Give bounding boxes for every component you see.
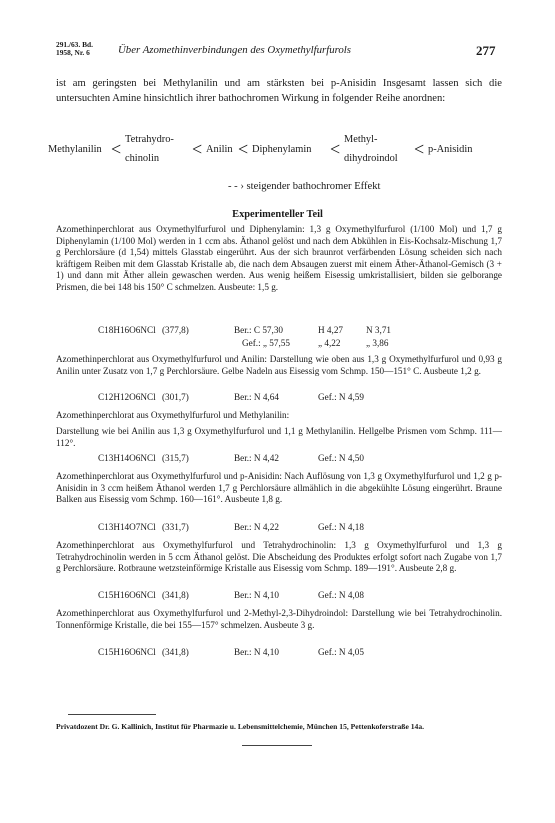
series-anilin: Anilin bbox=[206, 144, 233, 155]
amine-series bbox=[48, 130, 508, 174]
section-heading: Experimenteller Teil bbox=[232, 209, 323, 220]
analysis-mw: (301,7) bbox=[162, 392, 189, 402]
author-footnote: Privatdozent Dr. G. Kallinich, Institut für Pharmazie u. Lebensmittelchemie, München 15, Pettenkoferstraße 14a. bbox=[56, 722, 425, 731]
analysis-calc-n: N 3,71 bbox=[366, 325, 392, 335]
series-diphenylamin: Diphenylamin bbox=[252, 144, 312, 155]
analysis-mw: (341,8) bbox=[162, 647, 189, 657]
paragraph-tetrahydrochinolin: Azomethinperchlorat aus Oxymethylfurfurol und Tetrahydrochinolin: 1,3 g Oxymethylfurfurol und 1,3 g Tetrahydrochinolin werden in 5 ccm Äthanol gelöst. Die Abscheidung des Produktes erfolgt sofort nach Zugabe von 1,7 g Perchlorsäure. Rotbraune wetzsteinförmige Kristalle aus Eisessig vom Schmp. 189—191°. Ausbeute 2,8 g. bbox=[56, 540, 502, 574]
analysis-mw: (315,7) bbox=[162, 453, 189, 463]
series-lt: < bbox=[238, 139, 249, 159]
effect-note bbox=[228, 181, 380, 192]
series-methylanilin: Methylanilin bbox=[48, 144, 102, 155]
page-number: 277 bbox=[476, 43, 496, 58]
intro-paragraph: ist am geringsten bei Methylanilin und am stärksten bei p-Anisidin Insgesamt lassen sich die untersuchten Amine hinsichtlich ihrer bathochromen Wirkung in folgender Reihe anordnen: bbox=[56, 78, 502, 104]
analysis-found: Gef.: N 4,08 bbox=[318, 590, 364, 600]
analysis-calc: Ber.: C 57,30 bbox=[234, 325, 284, 335]
end-divider bbox=[242, 745, 312, 746]
series-methyl-top: Methyl- bbox=[344, 134, 378, 145]
series-methyl-bottom: dihydroindol bbox=[344, 153, 398, 164]
analysis-found-h: „ 4,22 bbox=[318, 338, 341, 348]
footnote-divider bbox=[68, 714, 156, 715]
analysis-found-n: „ 3,86 bbox=[366, 338, 389, 348]
analysis-formula: C13H14O7NCl bbox=[98, 522, 156, 532]
series-anisidin: p-Anisidin bbox=[428, 144, 473, 155]
analysis-found: Gef.: „ 57,55 bbox=[242, 338, 290, 348]
analysis-formula: C15H16O6NCl bbox=[98, 647, 156, 657]
analysis-mw: (331,7) bbox=[162, 522, 189, 532]
analysis-found: Gef.: N 4,50 bbox=[318, 453, 364, 463]
series-lt: < bbox=[330, 139, 341, 159]
analysis-formula: C12H12O6NCl bbox=[98, 392, 156, 402]
paragraph-dihydroindol: Azomethinperchlorat aus Oxymethylfurfurol und 2-Methyl-2,3-Dihydroindol: Darstellung wie bei Tetrahydrochinolin. Tonnenförmige Kristalle, die bei 155—157° schmelzen. Ausbeute 3 g. bbox=[56, 608, 502, 630]
analysis-found: Gef.: N 4,59 bbox=[318, 392, 364, 402]
paragraph-anisidin: Azomethinperchlorat aus Oxymethylfurfurol und p-Anisidin: Nach Auflösung von 1,3 g Oxymethylfurfurol und 1,2 g p-Anisidin in 3 ccm heißem Äthanol werden 1,7 g Perchlorsäure allmählich in die abgekühlte Lösung eingerührt. Braune Balken aus Eisessig vom Schmp. 160—161°. Ausbeute 1,8 g. bbox=[56, 471, 502, 505]
series-tetrahydro-top: Tetrahydro- bbox=[125, 134, 174, 145]
analysis-formula: C13H14O6NCl bbox=[98, 453, 156, 463]
paragraph-methylanilin: Darstellung wie bei Anilin aus 1,3 g Oxymethylfurfurol und 1,1 g Methylanilin. Hellgelbe Prismen vom Schmp. 111—112°. bbox=[56, 426, 502, 448]
paragraph-methylanilin-title: Azomethinperchlorat aus Oxymethylfurfurol und Methylanilin: bbox=[56, 410, 290, 420]
arrow-icon: - - › bbox=[228, 181, 244, 192]
running-title: Über Azomethinverbindungen des Oxymethylfurfurols bbox=[118, 44, 351, 56]
analysis-formula: C18H16O6NCl bbox=[98, 325, 156, 335]
analysis-calc: Ber.: N 4,10 bbox=[234, 590, 279, 600]
analysis-calc: Ber.: N 4,64 bbox=[234, 392, 279, 402]
analysis-mw: (341,8) bbox=[162, 590, 189, 600]
journal-issue bbox=[56, 41, 93, 58]
paragraph-diphenylamin: Azomethinperchlorat aus Oxymethylfurfurol und Diphenylamin: 1,3 g Oxymethylfurfurol (1/100 Mol) und 1,7 g Diphenylamin (1/100 Mol) werden in 1 ccm abs. Äthanol gelöst und nach dem Abkühlen in Eis-Kochsalz-Mischung 1,7 g Perchlorsäure (d 1,54) mittels Glasstab eingerührt. Aus der sich braunrot verfärbenden Lösung scheiden sich nach kräftigem Reiben mit dem Glasstab Kristalle ab, die nach dem Absaugen zuerst mit einem Äther-Äthanol-Gemisch (3 + 1) und dann mit Äther allein gewaschen werden. Aus wenig heißem Eisessig umkristallisiert, bilden sie gelborange Prismen, die bei 148 bis 150° C schmelzen. Ausbeute: 1,5 g. bbox=[56, 224, 502, 292]
series-lt: < bbox=[111, 139, 122, 159]
series-lt: < bbox=[192, 139, 203, 159]
analysis-calc: Ber.: N 4,42 bbox=[234, 453, 279, 463]
analysis-calc: Ber.: N 4,22 bbox=[234, 522, 279, 532]
effect-label: steigender bathochromer Effekt bbox=[246, 181, 381, 192]
paragraph-anilin: Azomethinperchlorat aus Oxymethylfurfurol und Anilin: Darstellung wie oben aus 1,3 g Oxymethylfurfurol und 0,93 g Anilin unter Zusatz von 1,7 g Perchlorsäure. Gelbe Nadeln aus Eisessig vom Schmp. 150—151° C. Ausbeute 1,2 g. bbox=[56, 354, 502, 376]
analysis-found: Gef.: N 4,05 bbox=[318, 647, 364, 657]
analysis-formula: C15H16O6NCl bbox=[98, 590, 156, 600]
analysis-calc-h: H 4,27 bbox=[318, 325, 344, 335]
analysis-calc: Ber.: N 4,10 bbox=[234, 647, 279, 657]
analysis-mw: (377,8) bbox=[162, 325, 189, 335]
series-lt: < bbox=[414, 139, 425, 159]
analysis-found: Gef.: N 4,18 bbox=[318, 522, 364, 532]
series-tetrahydro-bottom: chinolin bbox=[125, 153, 160, 164]
journal-volume: 291./63. Bd. bbox=[56, 40, 93, 49]
journal-year-number: 1958, Nr. 6 bbox=[56, 48, 90, 58]
